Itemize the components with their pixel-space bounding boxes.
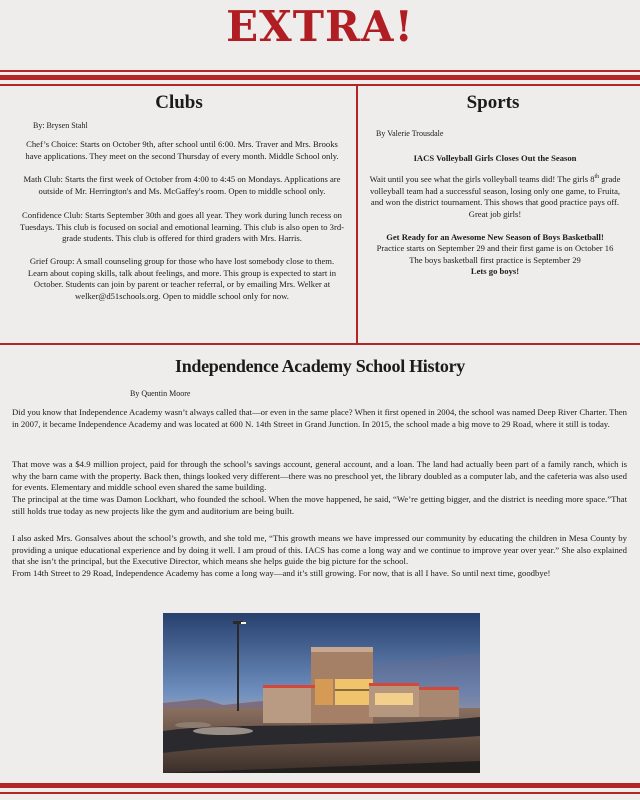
sports-headline: IACS Volleyball Girls Closes Out the Season [413, 153, 577, 163]
sports-byline: By Valerie Trousdale [376, 129, 444, 138]
sports-paragraph-basketball: Practice starts on September 29 and their first game is on October 16 The boys basketball first practice is September 29 [376, 243, 614, 265]
clubs-byline: By: Brysen Stahl [33, 121, 88, 130]
top-rule-thick [0, 75, 640, 80]
sports-paragraph-volleyball [366, 174, 624, 220]
clubs-title: Clubs [155, 92, 203, 113]
history-paragraph-1: Did you know that Independence Academy wasn’t always called that—or even in the same place? When it first opened in 2004, the school was named Deep River Charter. Then in 2007, it became Independence Academy and was located at 600 N. 14th Street in Grand Junction. In 2015, the school made a big move to 29 Road, where it still is today. [12, 407, 627, 429]
sports-para1-superscript: th [594, 174, 600, 181]
history-title: Independence Academy School History [174, 356, 465, 376]
history-paragraph-4: I also asked Mrs. Gonsalves about the school’s growth, and she told me, “This growth means we have impressed our community by educating the children in Mesa County by providing a unique educational experience and by doing it well. I am proud of this. IACS has come a long way and we continue to improve year over year.” She also explained that she isn’t the principal, but the Executive Director, which means she helps guide the big picture for the school. [12, 533, 627, 566]
sports-headline-basketball: Get Ready for an Awesome New Season of Boys Basketball! [386, 232, 604, 242]
clubs-paragraph-math-club: Math Club: Starts the first week of October from 4:00 to 4:45 on Mondays. Applications are outside of Mr. Herrington's and Ms. McGaffey's room. Open to middle school only. [23, 174, 341, 196]
sports-para1-text: Wait until you see what the girls volleyball teams did! The girls 8 [369, 174, 595, 184]
mid-rule [0, 343, 640, 345]
clubs-paragraph-grief-group: Grief Group: A small counseling group for those who have lost somebody close to them. Learn about coping skills, talk about feelings, and more. This group is expected to start in October. Students can join by parent or teacher referral, or by emailing Mrs. Welker at welker@d51schools.org. Open to middle school only for now. [27, 256, 337, 301]
bottom-rule-thick [0, 783, 640, 788]
history-paragraph-5: From 14th Street to 29 Road, Independence Academy has come a long way—and it’s still growing. For now, that is all I have. So until next time, goodbye! [12, 568, 551, 578]
clubs-paragraph-chefs-choice: Chef’s Choice: Starts on October 9th, after school until 6:00. Mrs. Traver and Mrs. Brooks have applications. They meet on the second Thursday of every month. Middle School only. [25, 139, 339, 161]
top-rule [0, 70, 640, 72]
column-divider [356, 86, 358, 343]
clubs-paragraph-confidence-club: Confidence Club: Starts September 30th and goes all year. They work during lunch recess on Tuesdays. This club is focused on social and emotional learning. This club is also open to 3rd-grade students. This club is offered for third graders with Mrs. Harris. [20, 210, 344, 244]
history-paragraph-2: That move was a $4.9 million project, paid for through the school’s savings account, general account, and a loan. The land had actually been part of a family ranch, which is why the barn came with the property. Back then, things looked very different—there was no preschool yet, the library doubled as a computer lab, and the cafeteria was also used for events. Elementary and middle school even shared the same building. [12, 459, 627, 492]
bottom-rule [0, 792, 640, 794]
history-byline: By Quentin Moore [130, 389, 191, 398]
history-paragraph-3: The principal at the time was Damon Lockhart, who founded the school. When the move happened, he said, “We’re getting bigger, and the district is needing more space.”That still holds true today as new projects like the gym and auditorium are being built. [12, 494, 627, 516]
school-building-photo [163, 613, 480, 773]
top-rule-2 [0, 84, 640, 86]
sports-closing: Lets go boys! [470, 266, 520, 276]
sports-title: Sports [466, 92, 520, 113]
sports-para1-text-cont: grade volleyball team had a successful season, losing only one game, to Fruita, and won the district tournament. This shows that good practice pays off. Great job girls! [369, 174, 621, 219]
masthead-title: EXTRA! [226, 2, 414, 51]
